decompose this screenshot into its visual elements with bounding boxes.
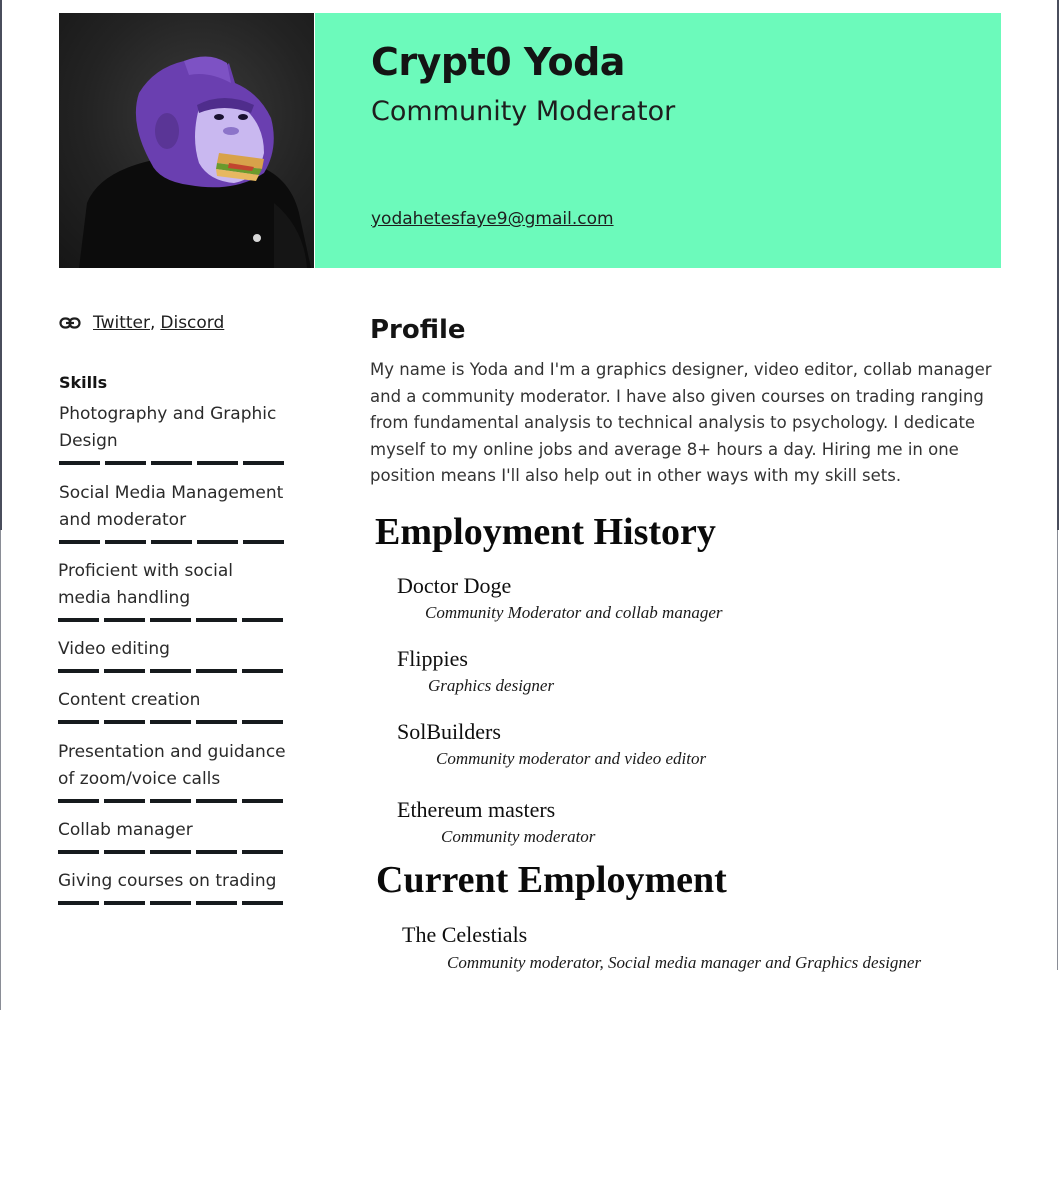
skill-level-bar bbox=[58, 669, 288, 673]
right-border-lower bbox=[1057, 530, 1058, 970]
skill-level-bar bbox=[59, 540, 289, 544]
link-separator: , bbox=[149, 313, 156, 333]
skill-label: Social Media Management and moderator bbox=[59, 483, 284, 530]
skill-level-bar bbox=[58, 901, 288, 905]
current-employment-heading: Current Employment bbox=[376, 859, 727, 901]
skill-item bbox=[58, 558, 288, 622]
twitter-link[interactable]: Twitter bbox=[93, 313, 150, 333]
job-role: Community moderator, Social media manager and Graphics designer bbox=[447, 953, 922, 972]
skill-label: Video editing bbox=[58, 639, 170, 659]
skill-item bbox=[58, 817, 288, 854]
skill-item bbox=[58, 868, 288, 905]
skill-level-bar bbox=[58, 850, 288, 854]
skill-level-bar bbox=[58, 618, 288, 622]
gorilla-avatar-image bbox=[59, 13, 314, 268]
skill-label: Proficient with social media handling bbox=[58, 561, 233, 608]
skill-level-bar bbox=[59, 461, 289, 465]
social-links bbox=[59, 313, 224, 333]
skill-item bbox=[59, 480, 289, 544]
skill-label: Collab manager bbox=[58, 820, 193, 840]
job-company: Ethereum masters bbox=[397, 797, 556, 822]
skill-label: Content creation bbox=[58, 690, 201, 710]
job-company: Flippies bbox=[397, 646, 468, 671]
left-border-lower bbox=[0, 530, 1, 1010]
skill-level-bar bbox=[58, 799, 288, 803]
job-company: Doctor Doge bbox=[397, 573, 512, 598]
discord-link[interactable]: Discord bbox=[160, 313, 225, 333]
profile-heading: Profile bbox=[370, 315, 466, 345]
skill-item bbox=[58, 636, 288, 673]
skill-item bbox=[59, 401, 289, 465]
job-company: SolBuilders bbox=[397, 719, 501, 744]
link-icon bbox=[59, 316, 81, 330]
email-link[interactable]: yodahetesfaye9@gmail.com bbox=[371, 209, 614, 229]
skill-level-bar bbox=[58, 720, 288, 724]
profile-text: My name is Yoda and I'm a graphics designer, video editor, collab manager and a community moderator. I have also given courses on trading ranging from fundamental analysis to technical analysis to psychology. I dedicate myself to my online jobs and average 8+ hours a day. Hiring me in one position means I'll also help out in other ways with my skill sets. bbox=[370, 360, 992, 486]
job-company: The Celestials bbox=[402, 922, 528, 947]
job-role: Graphics designer bbox=[428, 676, 555, 695]
person-title: Community Moderator bbox=[371, 96, 676, 127]
job-role: Community moderator bbox=[441, 827, 596, 846]
employment-history-heading: Employment History bbox=[375, 511, 716, 553]
skill-item bbox=[58, 739, 288, 803]
skill-item bbox=[58, 687, 288, 724]
skills-heading: Skills bbox=[59, 373, 108, 392]
skill-label: Photography and Graphic Design bbox=[59, 404, 277, 451]
left-border bbox=[0, 0, 2, 530]
job-role: Community moderator and video editor bbox=[436, 749, 707, 768]
person-name: Crypt0 Yoda bbox=[371, 40, 625, 84]
job-role: Community Moderator and collab manager bbox=[425, 603, 723, 622]
skill-label: Giving courses on trading bbox=[58, 871, 277, 891]
skill-label: Presentation and guidance of zoom/voice calls bbox=[58, 742, 286, 789]
profile-photo bbox=[59, 13, 314, 268]
